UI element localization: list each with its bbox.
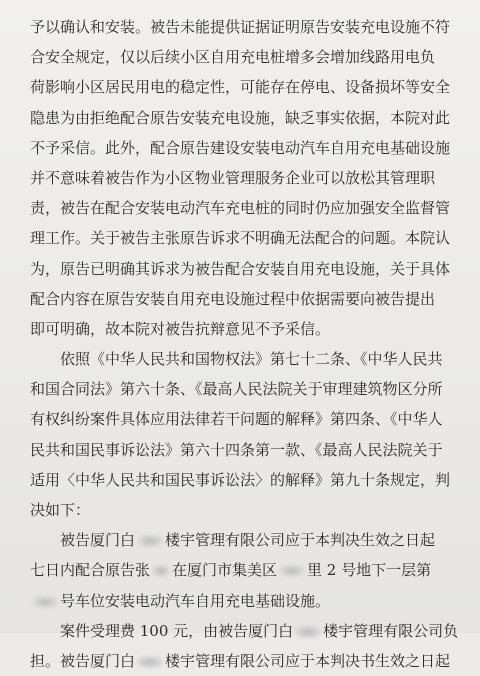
text-line	[30, 404, 470, 434]
text-segment: 号车位安装电动汽车自用充电基础设施。	[60, 591, 331, 610]
text-segment: 予以确认和安装。被告未能提供证据证明原告安装充电设施不符	[30, 18, 451, 36]
text-segment: 里 2 号地下一层第	[307, 561, 432, 580]
text-line	[30, 12, 470, 42]
text-segment: 为，原告已明确其诉求为被告配合安装自用充电设施，关于具体	[30, 259, 451, 278]
text-segment: 在厦门市集美区	[172, 561, 278, 580]
text-line	[30, 163, 470, 193]
text-line	[30, 555, 470, 585]
text-line	[30, 103, 470, 133]
text-segment: 楼宇管理有限公司应于本判决生效之日起	[165, 531, 436, 550]
text-segment: 适用〈中华人民共和国民事诉讼法〉的解释》第九十条规定，判	[30, 470, 451, 489]
text-line	[30, 223, 470, 253]
text-line	[30, 646, 470, 676]
text-line	[30, 374, 470, 404]
text-line	[30, 133, 470, 163]
text-line	[30, 254, 470, 284]
text-line	[30, 42, 470, 72]
text-segment: 决如下：	[30, 501, 91, 519]
text-line	[30, 495, 470, 525]
redacted-text	[279, 565, 305, 577]
text-line	[30, 435, 470, 465]
text-segment: 合安全规定，仅以后续小区自用充电桩增多会增加线路用电负	[30, 48, 436, 67]
text-segment: 隐患为由拒绝配合原告安装充电设施，缺乏事实依据，本院对此	[30, 108, 451, 127]
text-line	[30, 344, 470, 374]
redacted-text	[137, 535, 163, 547]
text-segment: 并不意味着被告作为小区物业管理服务企业可以放松其管理职	[30, 168, 436, 187]
judgment-text	[30, 12, 470, 676]
text-line	[30, 465, 470, 495]
text-line	[30, 284, 470, 314]
text-segment: 配合内容在原告安装自用充电设施过程中依据需要向被告提出	[30, 289, 436, 308]
text-segment: 不予采信。此外，配合原告建设安装电动汽车自用充电基础设施	[30, 138, 451, 157]
text-segment: 即可明确，故本院对被告抗辩意见不予采信。	[30, 319, 331, 338]
text-line	[30, 586, 470, 616]
redacted-text	[152, 565, 170, 577]
text-segment: 理工作。关于被告主张原告诉求不明确无法配合的问题。本院认	[30, 229, 451, 248]
text-segment: 楼宇管理有限公司应于本判决书生效之日起	[165, 651, 451, 670]
text-segment: 担。被告厦门白	[30, 651, 136, 670]
text-segment: 有权纠纷案件具体应用法律若干问题的解释》第四条、《中华人	[30, 410, 443, 429]
text-segment: 依照《中华人民共和国物权法》第七十二条、《中华人民共	[60, 350, 443, 369]
text-segment: 和国合同法》第六十条、《最高人民法院关于审理建筑物区分所	[30, 380, 443, 399]
text-line	[30, 525, 470, 555]
text-segment: 楼宇管理有限公司负	[323, 621, 459, 640]
text-line	[30, 616, 470, 646]
text-segment: 案件受理费 100 元，由被告厦门白	[60, 621, 294, 640]
text-line	[30, 72, 470, 102]
text-segment: 被告厦门白	[60, 531, 136, 550]
text-segment: 民共和国民事诉讼法》第六十四条第一款、《最高人民法院关于	[30, 440, 443, 459]
text-segment: 七日内配合原告张	[30, 561, 151, 580]
redacted-text	[295, 626, 321, 638]
text-line	[30, 193, 470, 223]
text-segment: 责，被告在配合安装电动汽车充电桩的同时仍应加强安全监督管	[30, 199, 451, 218]
text-line	[30, 314, 470, 344]
redacted-text	[32, 596, 58, 608]
text-segment: 荷影响小区居民用电的稳定性，可能存在停电、设备损坏等安全	[30, 78, 451, 97]
redacted-text	[137, 656, 163, 668]
